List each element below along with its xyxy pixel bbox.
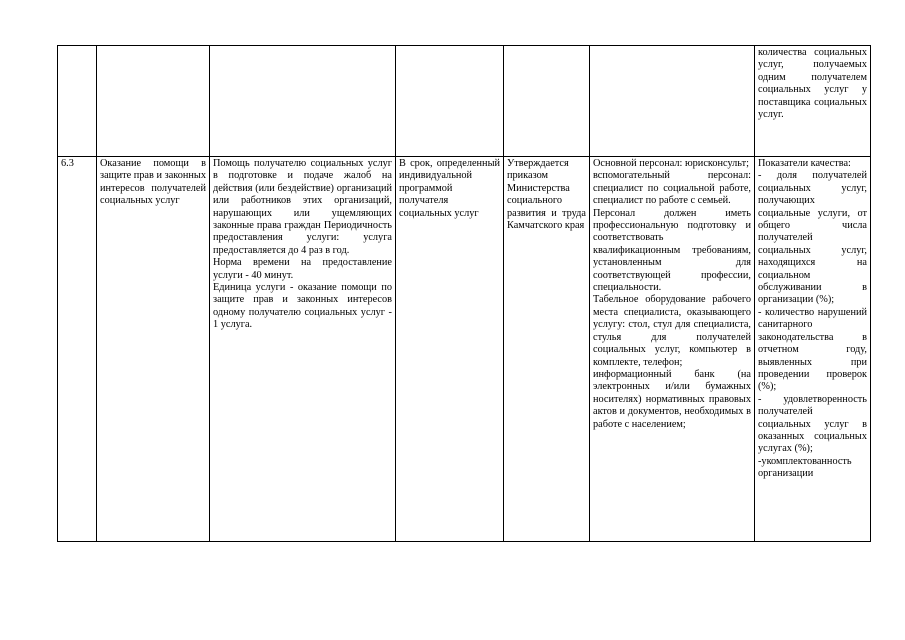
cell-quality-indicators	[755, 157, 871, 542]
table-row-previous	[58, 46, 871, 157]
service-term: В срок, определенный индивидуальной программой получателя социальных услуг	[399, 158, 500, 219]
cell-service-content	[210, 157, 396, 542]
service-tariff: Утверждается приказом Министерства социального развития и труда Камчатского края	[507, 158, 586, 232]
cell-name-empty	[97, 46, 210, 157]
service-name: Оказание помощи в защите прав и законных интересов получателей социальных услуг	[100, 158, 206, 207]
conditions-p2: вспомогательный персонал: специалист по социальной работе, специалист по работе с семьей.	[593, 170, 751, 207]
cell-term-empty	[396, 46, 504, 157]
conditions-p1: Основной персонал: юрисконсульт;	[593, 158, 749, 169]
services-standard-table	[57, 45, 871, 542]
quality-p1: Показатели качества:	[758, 158, 851, 169]
cell-service-number	[58, 157, 97, 542]
cell-service-conditions	[590, 157, 755, 542]
service-content-p2: Норма времени на предоставление услуги - 40 минут.	[213, 257, 392, 281]
cell-tariff-empty	[504, 46, 590, 157]
service-number: 6.3	[61, 158, 74, 169]
service-content-p3: Единица услуги - оказание помощи по защите прав и законных интересов одному получателю социальных услуг - 1 услуга.	[213, 282, 392, 331]
cell-num-empty	[58, 46, 97, 157]
quality-continued-text: количества социальных услуг, получаемых одним получателем социальных услуг у поставщика социальных услуг.	[758, 47, 867, 121]
table-row-6-3	[58, 157, 871, 542]
quality-p5: -укомплектованность организации	[758, 455, 852, 480]
cell-service-name	[97, 157, 210, 542]
cell-quality-continued	[755, 46, 871, 157]
cell-conditions-empty	[590, 46, 755, 157]
cell-service-tariff	[504, 157, 590, 542]
conditions-p5: информационный банк (на электронных и/или бумажных носителях) нормативных правовых актов и документов, необходимых в работе с населением;	[593, 368, 751, 430]
cell-service-term	[396, 157, 504, 542]
conditions-p3: Персонал должен иметь профессиональную подготовку и соответствовать квалификационным требованиям, установленным для соответствующей профессии, специальности.	[593, 207, 751, 294]
cell-content-empty	[210, 46, 396, 157]
service-content-p1: Помощь получателю социальных услуг в подготовке и подаче жалоб на действия (или бездействие) организаций или работников этих организаций, нарушающих или ущемляющих законные права граждан Периодичность предоставления услуги: услуга предоставляется до 4 раз в год.	[213, 158, 392, 256]
conditions-p4: Табельное оборудование рабочего места специалиста, оказывающего услугу: стол, стул для специалиста, стулья для получателей социальных услуг, компьютер в комплекте, телефон;	[593, 294, 751, 368]
quality-p3: - количество нарушений санитарного законодательства в отчетном году, выявленных при проведении проверок (%);	[758, 306, 867, 393]
quality-p2: - доля получателей социальных услуг, получающих социальные услуги, от общего числа получателей социальных услуг, находящихся на социальном обслуживании в организации (%);	[758, 170, 867, 306]
quality-p4: - удовлетворенность получателей социальных услуг в оказанных социальных услугах (%);	[758, 393, 867, 455]
